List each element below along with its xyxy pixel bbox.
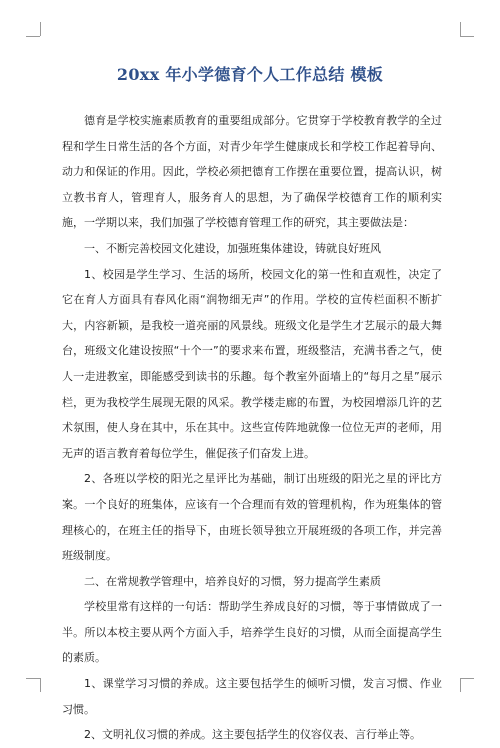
paragraph-class-stars: 2、各班以学校的阳光之星评比为基础，制订出班级的阳光之星的评比方案。一个良好的班集体，应该有一个合理而有效的管理机构，作为班集体的管理核心的，在班主任的指导下，由班长领导独立开展班级的各项工作，并完善班级制度。 [62,472,442,563]
section-heading-1: 一、不断完善校园文化建设，加强班集体建设，铸就良好班风 [84,241,381,255]
paragraph-etiquette-habits: 2、文明礼仪习惯的养成。这主要包括学生的仪容仪表、言行举止等。 [84,728,421,742]
crop-mark-bottom-right-v [460,678,461,692]
document-body [62,108,442,748]
crop-mark-bottom-right-h [460,678,474,679]
crop-mark-top-right-v [460,22,461,36]
crop-mark-top-left-v [40,22,41,36]
crop-mark-top-right-h [460,36,474,37]
crop-mark-bottom-left-h [26,678,40,679]
document-title: 20xx 年小学德育个人工作总结 模板 [116,65,384,84]
paragraph-study-habits: 1、课堂学习习惯的养成。这主要包括学生的倾听习惯，发言习惯、作业习惯。 [62,677,442,716]
paragraph-campus-culture: 1、校园是学生学习、生活的场所，校园文化的第一性和直观性，决定了它在育人方面具有春风化雨“润物细无声”的作用。学校的宣传栏面积不断扩大，内容新颖，是我校一道亮丽的风景线。班级文化是学生才艺展示的最大舞台，班级文化建设按照“十个一”的要求来布置，班级整洁，充满书香之气，使人一走进教室，即能感受到读书的乐趣。每个教室外面墙上的“每月之星”展示栏，更为我校学生展现无限的风采。教学楼走廊的布置，为校园增添几许的艺术氛围，使人身在其中，乐在其中。这些宣传阵地就像一位位无声的老师，用无声的语言教育着每位学生，催促孩子们奋发上进。 [62,267,442,460]
section-heading-2: 二、在常规教学管理中，培养良好的习惯，努力提高学生素质 [84,574,381,588]
crop-mark-bottom-left-v [40,678,41,692]
crop-mark-top-left-h [26,36,40,37]
paragraph-habits: 学校里常有这样的一句话：帮助学生养成良好的习惯，等于事情做成了一半。所以本校主要从两个方面入手，培养学生良好的习惯，从而全面提高学生的素质。 [62,600,442,665]
paragraph-intro: 德育是学校实施素质教育的重要组成部分。它贯穿于学校教育教学的全过程和学生日常生活的各个方面，对青少年学生健康成长和学校工作起着导向、动力和保证的作用。因此，学校必须把德育工作摆在重要位置，提高认识，树立教书育人，管理育人，服务育人的思想，为了确保学校德育工作的顺利实施，一学期以来，我们加强了学校德育管理工作的研究，其主要做法是： [62,114,442,230]
